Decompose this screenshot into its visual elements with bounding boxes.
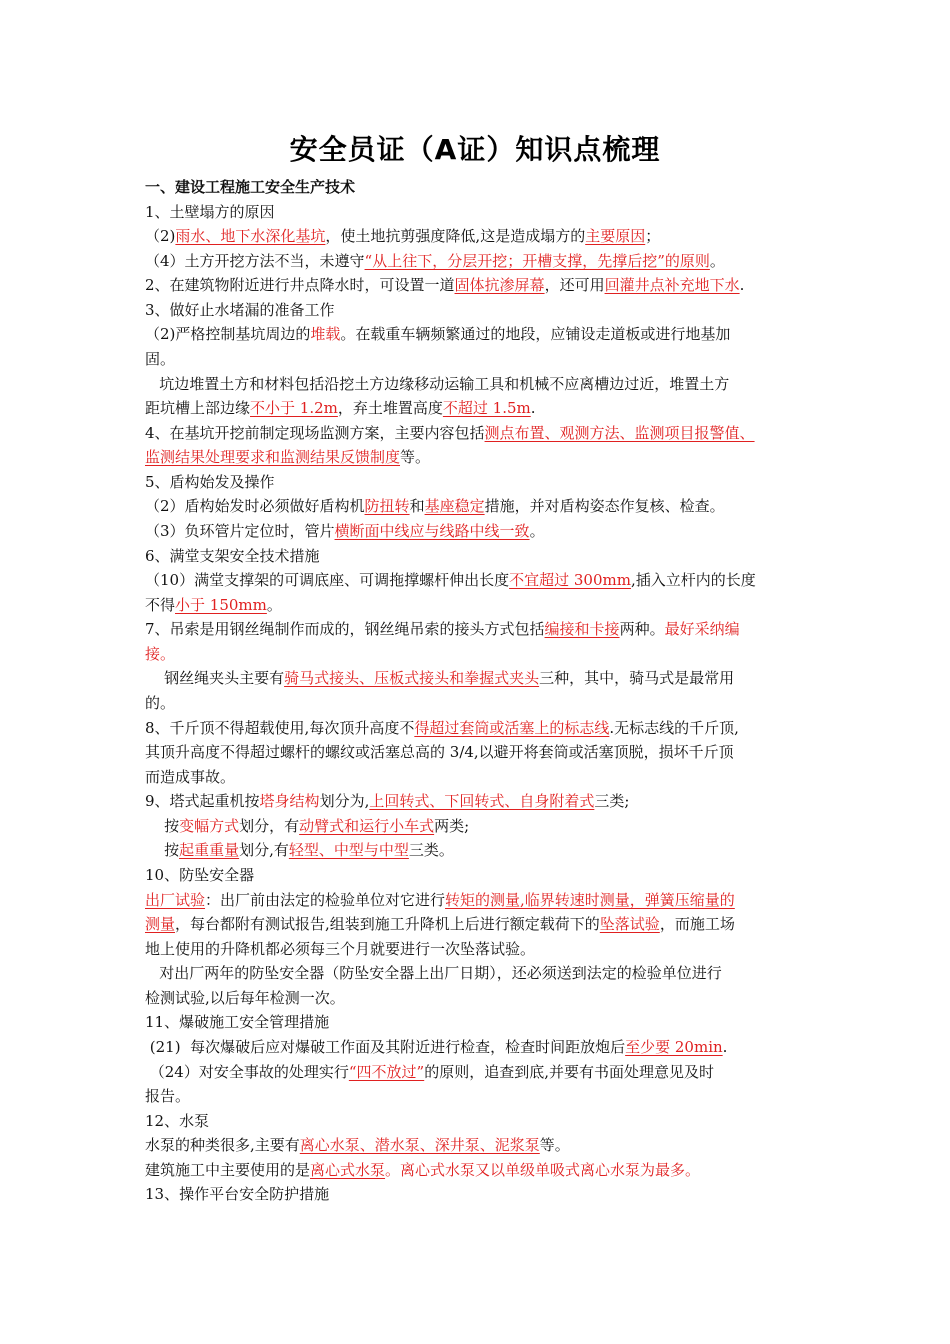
text-line (145, 546, 320, 566)
text-segment: 5、盾构始发及操作 (145, 472, 275, 491)
highlighted-text: 起重重量 (179, 841, 240, 860)
text-line (145, 251, 725, 271)
text-line (145, 595, 282, 615)
highlighted-text: 横断面中线应与线路中线一致 (334, 522, 530, 540)
highlighted-text: 上回转式、下回转式、自身附着式 (369, 792, 595, 811)
text-line (145, 447, 430, 467)
highlighted-text: 编接和卡接 (544, 620, 620, 639)
highlighted-text: 动臂式和运行小车式 (299, 816, 435, 835)
text-line (145, 275, 744, 295)
text-segment: ； (645, 227, 661, 246)
text-segment: . (530, 399, 536, 418)
text-line (145, 668, 734, 688)
text-line (145, 496, 725, 516)
text-line (145, 324, 730, 344)
text-segment: 。在载重车辆频繁通过的地段，应铺设走道板或进行地基加 (340, 325, 731, 344)
highlighted-text: 堆载 (310, 325, 341, 344)
highlighted-text: 出厂试验 (145, 890, 206, 909)
highlighted-text: “从上往下，分层开挖；开槽支撑，先撑后挖”的原则 (364, 251, 710, 270)
text-segment: 的。 (145, 694, 176, 712)
text-segment: （4）土方开挖方法不当，未遵守 (145, 251, 365, 270)
highlighted-text: 最好采纳编 (664, 620, 740, 639)
text-line (145, 890, 735, 910)
text-line (145, 644, 175, 664)
highlighted-text: 固体抗渗屏幕 (454, 276, 545, 295)
text-line (145, 1012, 329, 1032)
text-segment: 2、在建筑物附近进行井点降水时，可设置一道 (145, 276, 455, 295)
highlighted-text: 基座稳定 (424, 497, 485, 516)
text-segment: 划分为, (319, 792, 370, 811)
text-segment: 4、在基坑开挖前制定现场监测方案，主要内容包括 (145, 423, 485, 442)
highlighted-text: 接。 (145, 644, 176, 663)
text-segment: 三类; (594, 792, 630, 811)
text-segment: 而造成事故。 (145, 767, 236, 786)
text-segment: 三类。 (408, 841, 454, 860)
text-segment: (21) 每次爆破后应对爆破工作面及其附近进行检查，检查时间距放炮后 (145, 1038, 626, 1056)
highlighted-text: 塔身结构 (259, 792, 320, 811)
text-line (145, 1037, 727, 1057)
text-segment: 其顶升高度不得超过螺杆的螺纹或活塞总高的 3/4,以避开将套筒或活塞顶脱，损坏千斤顶 (145, 743, 734, 762)
text-segment: ，每台都附有测试报告,组装到施工升降机上后进行额定载荷下的 (175, 915, 600, 934)
text-segment: 13、操作平台安全防护措施 (145, 1185, 330, 1204)
text-segment: 11、爆破施工安全管理措施 (145, 1013, 330, 1032)
text-line (145, 202, 275, 222)
text-segment: 两类; (434, 816, 470, 835)
highlighted-text: 不宜超过 300mm (509, 571, 631, 590)
text-segment: ：出厂前由法定的检验单位对它进行 (205, 890, 446, 909)
text-line (145, 865, 254, 885)
highlighted-text: 回灌井点补充地下水 (604, 276, 740, 295)
text-segment: 措施，并对盾构姿态作复核、检查。 (484, 497, 725, 516)
text-line (145, 1135, 570, 1155)
text-segment: 。 (266, 595, 282, 614)
highlighted-text: 主要原因 (585, 227, 646, 246)
highlighted-text: 不小于 1.2m (250, 399, 338, 418)
text-line (145, 914, 735, 934)
text-line (145, 718, 739, 738)
text-line (145, 1086, 190, 1106)
text-segment: 12、水泵 (145, 1111, 210, 1130)
text-line (145, 570, 756, 590)
text-line (145, 1111, 209, 1131)
text-segment: . (722, 1038, 728, 1056)
highlighted-text: 骑马式接头、压板式接头和拳握式夹头 (284, 669, 540, 688)
page-title: 安全员证（A证）知识点梳理 (289, 133, 661, 166)
text-segment: 1、土壁塌方的原因 (145, 202, 275, 221)
text-line (145, 963, 722, 983)
text-line (145, 226, 660, 246)
text-segment: （2）盾构始发时必须做好盾构机 (145, 497, 365, 516)
highlighted-text: 防扭转 (364, 497, 410, 516)
text-line (145, 398, 536, 418)
text-line (145, 1184, 329, 1204)
text-segment: （2)严格控制基坑周边的 (145, 325, 311, 344)
text-segment: 固。 (145, 350, 176, 368)
text-line (145, 1062, 714, 1082)
text-line (145, 742, 734, 762)
text-segment: 等。 (400, 448, 431, 467)
text-line (145, 767, 235, 787)
text-line (145, 840, 454, 860)
text-segment: （24）对安全事故的处理实行 (145, 1062, 349, 1081)
text-segment: 。 (529, 522, 545, 540)
highlighted-text: 测点布置、观测方法、监测项目报警值、 (484, 423, 755, 442)
text-segment: 划分，有 (239, 816, 300, 835)
text-line (145, 374, 729, 394)
text-line (145, 1160, 700, 1180)
highlighted-text: 坠落试验 (599, 915, 660, 934)
text-segment: 不得 (145, 595, 176, 614)
text-segment: ，使土地抗剪强度降低,这是造成塌方的 (325, 227, 586, 246)
text-segment: 8、千斤顶不得超载使用,每次顶升高度不 (145, 718, 415, 737)
text-line (145, 472, 275, 492)
text-segment: 报告。 (145, 1087, 191, 1106)
text-segment: 地上使用的升降机都必须每三个月就要进行一次坠落试验。 (145, 939, 536, 958)
text-segment: 三种，其中，骑马式是最常用 (539, 669, 735, 688)
text-segment: 。 (709, 251, 725, 270)
highlighted-text: 得超过套筒或活塞上的标志线 (414, 718, 610, 737)
text-segment: 6、满堂支架安全技术措施 (145, 546, 320, 565)
text-line (145, 939, 535, 959)
text-segment: ，还可用 (544, 276, 605, 295)
text-segment: 钢丝绳夹头主要有 (145, 669, 285, 688)
highlighted-text: 至少要 20min (625, 1038, 723, 1056)
highlighted-text: 离心水泵、潜水泵、深井泵、泥浆泵 (299, 1136, 540, 1155)
highlighted-text: 离心式水泵 (310, 1160, 386, 1179)
highlighted-text: 小于 150mm (175, 595, 267, 614)
highlighted-text: 雨水、地下水深化基坑 (175, 227, 326, 246)
highlighted-text: 不超过 1.5m (442, 399, 531, 418)
text-line (145, 300, 335, 320)
text-segment: 按 (145, 816, 180, 835)
text-segment: （2) (145, 227, 176, 246)
text-segment: 9、塔式起重机按 (145, 792, 260, 811)
text-segment: 和 (409, 497, 425, 516)
text-segment: 距坑槽上部边缘 (145, 399, 251, 418)
text-segment: 划分,有 (239, 841, 289, 860)
highlighted-text: 变幅方式 (179, 816, 240, 835)
highlighted-text: 轻型、中型与中型 (288, 841, 409, 860)
section-heading (145, 177, 355, 197)
text-segment: 一、建设工程施工安全生产技术 (145, 178, 356, 196)
text-segment: 的原则，追查到底,并要有书面处理意见及时 (424, 1062, 714, 1081)
text-segment: 对出厂两年的防坠安全器（防坠安全器上出厂日期），还必须送到法定的检验单位进行 (145, 964, 722, 983)
text-line (145, 423, 755, 443)
text-segment: （3）负环管片定位时，管片 (145, 522, 335, 540)
text-line (145, 521, 545, 541)
text-line (145, 693, 175, 713)
highlighted-text: 测量 (145, 915, 176, 934)
text-segment: ,插入立杆内的长度 (630, 571, 756, 590)
highlighted-text: 监测结果处理要求和监测结果反馈制度 (145, 448, 401, 467)
text-segment: . (739, 276, 745, 295)
text-line (145, 791, 629, 811)
text-segment: 3、做好止水堵漏的准备工作 (145, 300, 335, 319)
text-segment: 10、防坠安全器 (145, 866, 255, 884)
text-segment: 坑边堆置土方和材料包括沿挖土方边缘移动运输工具和机械不应离槽边过近，堆置土方 (145, 374, 730, 393)
highlighted-text: 。离心式水泵又以单级单吸式离心水泵为最多。 (385, 1160, 701, 1179)
text-line (145, 816, 469, 836)
text-segment: 两种。 (619, 620, 665, 639)
text-segment: 水泵的种类很多,主要有 (145, 1136, 300, 1155)
highlighted-text: “四不放过” (348, 1062, 425, 1081)
text-segment: （10）满堂支撑架的可调底座、可调拖撑螺杆伸出长度 (145, 571, 510, 590)
text-segment: .无标志线的千斤顶, (609, 718, 739, 737)
text-segment: 按 (145, 841, 180, 860)
text-segment: ，弃土堆置高度 (337, 399, 443, 418)
text-line (145, 988, 345, 1008)
text-line (145, 349, 175, 369)
text-line (145, 619, 740, 639)
highlighted-text: 转矩的测量,临界转速时测量，弹簧压缩量的 (445, 890, 735, 909)
text-segment: 建筑施工中主要使用的是 (145, 1160, 311, 1179)
text-segment: 等。 (539, 1136, 570, 1155)
text-segment: ，而施工场 (659, 915, 735, 934)
text-segment: 检测试验,以后每年检测一次。 (145, 988, 345, 1007)
text-segment: 7、吊索是用钢丝绳制作而成的，钢丝绳吊索的接头方式包括 (145, 620, 545, 639)
